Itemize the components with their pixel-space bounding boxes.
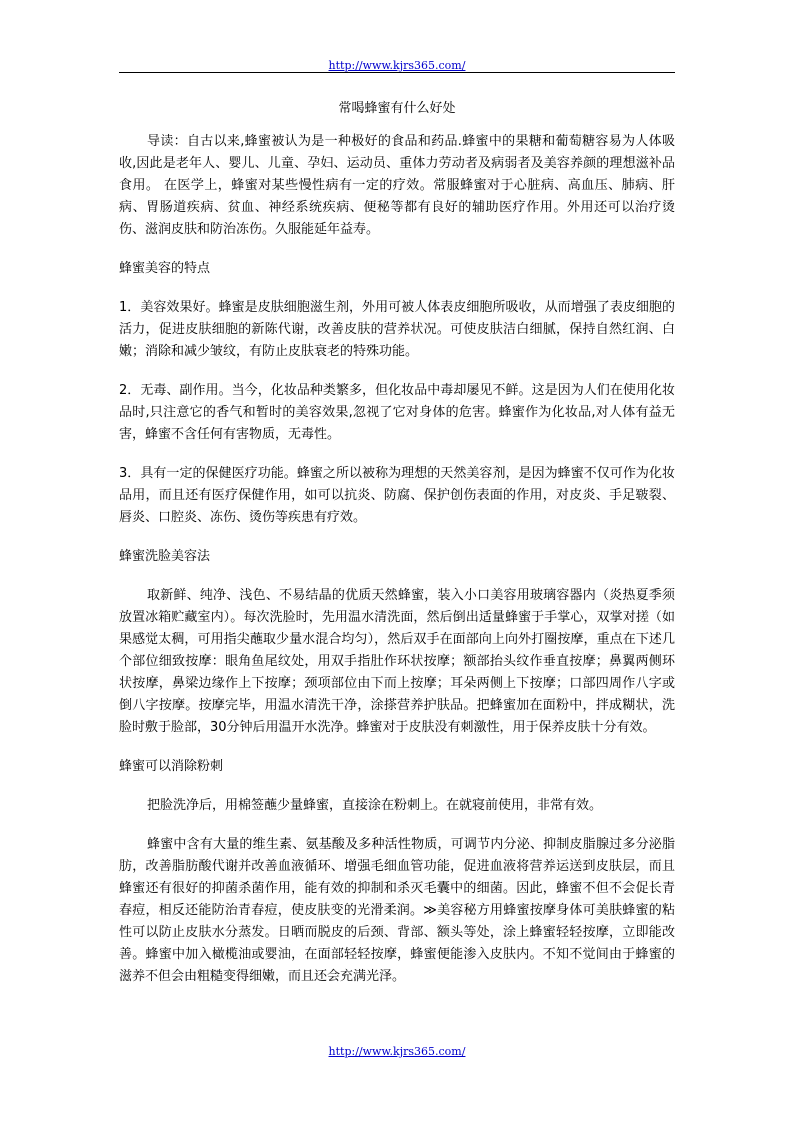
feature-item-1: 1．美容效果好。蜂蜜是皮肤细胞滋生剂，外用可被人体表皮细胞所吸收，从而增强了表皮细胞的活力，促进皮肤细胞的新陈代谢，改善皮肤的营养状况。可使皮肤洁白细腻，保持自然红润、白嫩；消除和减少皱纹，有防止皮肤衰老的特殊功能。 — [119, 300, 675, 359]
acne-paragraph-1: 把脸洗净后，用棉签蘸少量蜂蜜，直接涂在粉刺上。在就寝前使用，非常有效。 — [147, 798, 603, 813]
feature-item-3: 3．具有一定的保健医疗功能。蜂蜜之所以被称为理想的天然美容剂，是因为蜂蜜不仅可作为化妆品用，而且还有医疗保健作用，如可以抗炎、防腐、保护创伤表面的作用，对皮炎、手足皲裂、唇炎、口腔炎、冻伤、烫伤等疾患有疗效。 — [119, 466, 675, 525]
face-wash-paragraph: 取新鲜、纯净、浅色、不易结晶的优质天然蜂蜜，装入小口美容用玻璃容器内（炎热夏季须放置冰箱贮藏室内）。每次洗脸时，先用温水清洗面，然后倒出适量蜂蜜于手掌心，双掌对搓（如果感觉太稠，可用指尖蘸取少量水混合均匀），然后双手在面部向上向外打圈按摩，重点在下述几个部位细致按摩：眼角鱼尾纹处，用双手指肚作环状按摩；额部抬头纹作垂直按摩；鼻翼两侧环状按摩，鼻梁边缘作上下按摩；颈项部位由下而上按摩；耳朵两侧上下按摩；口部四周作八字或倒八字按摩。按摩完毕，用温水清洗干净，涂搽营养护肤品。把蜂蜜加在面粉中，拌成糊状，洗脸时敷于脸部，30分钟后用温开水洗净。蜂蜜对于皮肤没有刺激性，用于保养皮肤十分有效。 — [119, 588, 675, 735]
page-title: 常喝蜂蜜有什么好处 — [338, 101, 456, 116]
feature-item-2: 2．无毒、副作用。当今，化妆品种类繁多，但化妆品中毒却屡见不鲜。这是因为人们在使用化妆品时,只注意它的香气和暂时的美容效果,忽视了它对身体的危害。蜂蜜作为化妆品,对人体有益无害，蜂蜜不含任何有害物质，无毒性。 — [119, 383, 675, 442]
header-link[interactable]: http://www.kjrs365.com/ — [328, 59, 466, 72]
header-divider — [119, 72, 675, 73]
footer-link[interactable]: http://www.kjrs365.com/ — [328, 1045, 466, 1058]
article-body — [119, 131, 675, 1005]
section-heading-face-wash: 蜂蜜洗脸美容法 — [119, 549, 211, 564]
section-heading-acne: 蜂蜜可以消除粉刺 — [119, 759, 224, 774]
intro-paragraph: 导读：自古以来,蜂蜜被认为是一种极好的食品和药品.蜂蜜中的果糖和葡萄糖容易为人体吸收,因此是老年人、婴儿、儿童、孕妇、运动员、重体力劳动者及病弱者及美容养颜的理想滋补品食用。 在医学上，蜂蜜对某些慢性病有一定的疗效。常服蜂蜜对于心脏病、高血压、肺病、肝病、胃肠道疾病、贫血、神经系统疾病、便秘等都有良好的辅助医疗作用。外用还可以治疗烫伤、滋润皮肤和防治冻伤。久服能延年益寿。 — [119, 134, 675, 237]
acne-paragraph-2: 蜂蜜中含有大量的维生素、氨基酸及多种活性物质，可调节内分泌、抑制皮脂腺过多分泌脂肪，改善脂肪酸代谢并改善血液循环、增强毛细血管功能，促进血液将营养运送到皮肤层，而且蜂蜜还有很好的抑菌杀菌作用，能有效的抑制和杀灭毛囊中的细菌。因此，蜂蜜不但不会促长青春痘，相反还能防治青春痘，使皮肤变的光滑柔润。≫美容秘方用蜂蜜按摩身体可美肤蜂蜜的粘性可以防止皮肤水分蒸发。日晒而脱皮的后颈、背部、额头等处，涂上蜂蜜轻轻按摩，立即能改善。蜂蜜中加入橄榄油或婴油，在面部轻轻按摩，蜂蜜便能渗入皮肤内。不知不觉间由于蜂蜜的滋养不但会由粗糙变得细嫩，而且还会充满光泽。 — [119, 837, 675, 984]
section-heading-features: 蜂蜜美容的特点 — [119, 261, 211, 276]
